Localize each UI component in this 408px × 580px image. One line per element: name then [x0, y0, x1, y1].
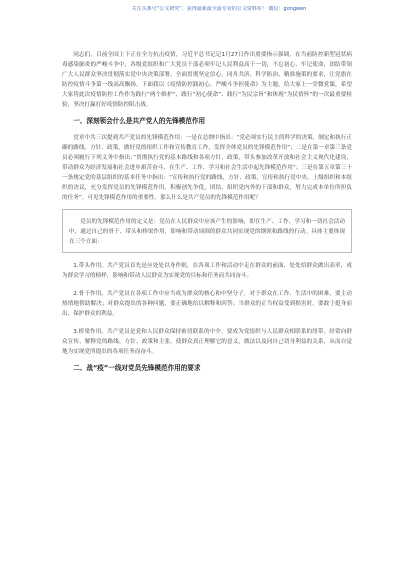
list-item-bridge: [62, 327, 352, 357]
list-item-heading: 3.桥梁作用。: [73, 329, 108, 335]
intro-paragraph: 同志们，目前全国上下正在全力抗击疫情，习近平总书记记1月27日作出重要指示强调，在当前防控新型冠状病毒感染肺炎的严峻斗争中，各级党组织和广大党员干部必须牢记人民利益高于一切，不忘初心、牢记使命，团结带领广大人民群众坚决贯彻落实党中央决策部署，全面贯彻坚定信心，同舟共济、科学防治、精准施策的要求，让党旗在防控疫情斗争第一线高高飘扬。下面我以《疫情防控践初心，严峻斗争担使命》为主题，给大家上一堂微党课，希望大家将此次疫情防控工作作为践行“两个维护”、践行“初心使命”、践行“为民宗旨”和体现“为民情怀”的一次最重要检验，坚决打赢打好疫情防控阻击战。: [62, 52, 352, 108]
definition-text: 党员的先锋模范作用的定义是：党员在人民群众中应该产生的影响，即在生产、工作、学习和一切社会活动中，通过自己的骨干、带头和桥梁作用，影响和带动周围的群众共同实现党的纲领和路线的行动。具体主要体现在三个方面：: [69, 219, 345, 245]
list-item-backbone: [62, 289, 352, 319]
section-2-heading: 二、战“疫”一线对党员先锋模范作用的要求: [73, 364, 201, 372]
section-1-heading: 一、深刻领会什么是共产党人的先锋模范作用: [73, 117, 206, 125]
list-item-text: 共产党员是党和人民群众保持密切联系的中介，要成为党组织与人民群众相联系的纽带。经常向群众宣传、解释党的路线、方针、政策和主张，使群众真正理解它的意义，做法以及同自己切身利益的关系，从而自觉地为实现党所提出的各项任务而奋斗。: [62, 329, 352, 355]
list-item-heading: 1.带头作用。: [73, 263, 108, 269]
section-1-paragraph: 党章中共三次提到共产党员的先锋模范作用：一是在总纲中指出：“党必须实行民主的科学的决策，制定和执行正确的路线、方针、政策，做好党的组织工作和宣传教育工作，发挥全体党员的先锋模范作用”；二是在第一章第三条党员必须履行下列义务中指出：”贯彻执行党的基本路线和各项方针、政策，带头参加改革开放和社会主义现代化建设，带动群众为经济发展和社会进步艰苦奋斗，在生产、工作、学习和社会生活中起先锋模范作用”；三是在第五章第三十一条规定党的基层组织的基本任务中指出：“宣传和执行党的路线、方针、政策，宣传和执行党中央、上级组织和本组织的决议，充分发挥党员的先锋模范作用，积极创先争优，团结、组织党内外的干部和群众，努力完成本单位所担负的任务”。可见先锋模范作用的重要性。那么什么是共产党员的先锋模范作用呢？: [62, 135, 352, 201]
list-item-text: 共产党员在各项工作中应当成为群众的核心和中坚分子，对于群众在工作、生活中的困难，要主动热情地帮助解决；对群众提出的各种问题，要正确地给以解释和回答；当群众的正当权益受到损害时，要敢于挺身而出，保护群众的利益。: [62, 291, 352, 317]
list-item-lead: [62, 261, 352, 281]
definition-box: [62, 209, 352, 253]
document-body: [62, 50, 352, 380]
page-header: 关注头条号“公文研究”，获得最新最全最专业的公文资料库！ 微信：gongwen: [131, 6, 307, 12]
list-item-text: 共产党员首先是应处处以身作则，在各项工作和活动中走在群众的前面，处处给群众做出表率，成为群众学习的榜样，影响和带动人民群众为实现党的目标和任务而共同奋斗。: [62, 263, 352, 279]
list-item-heading: 2.骨干作用。: [73, 291, 108, 297]
